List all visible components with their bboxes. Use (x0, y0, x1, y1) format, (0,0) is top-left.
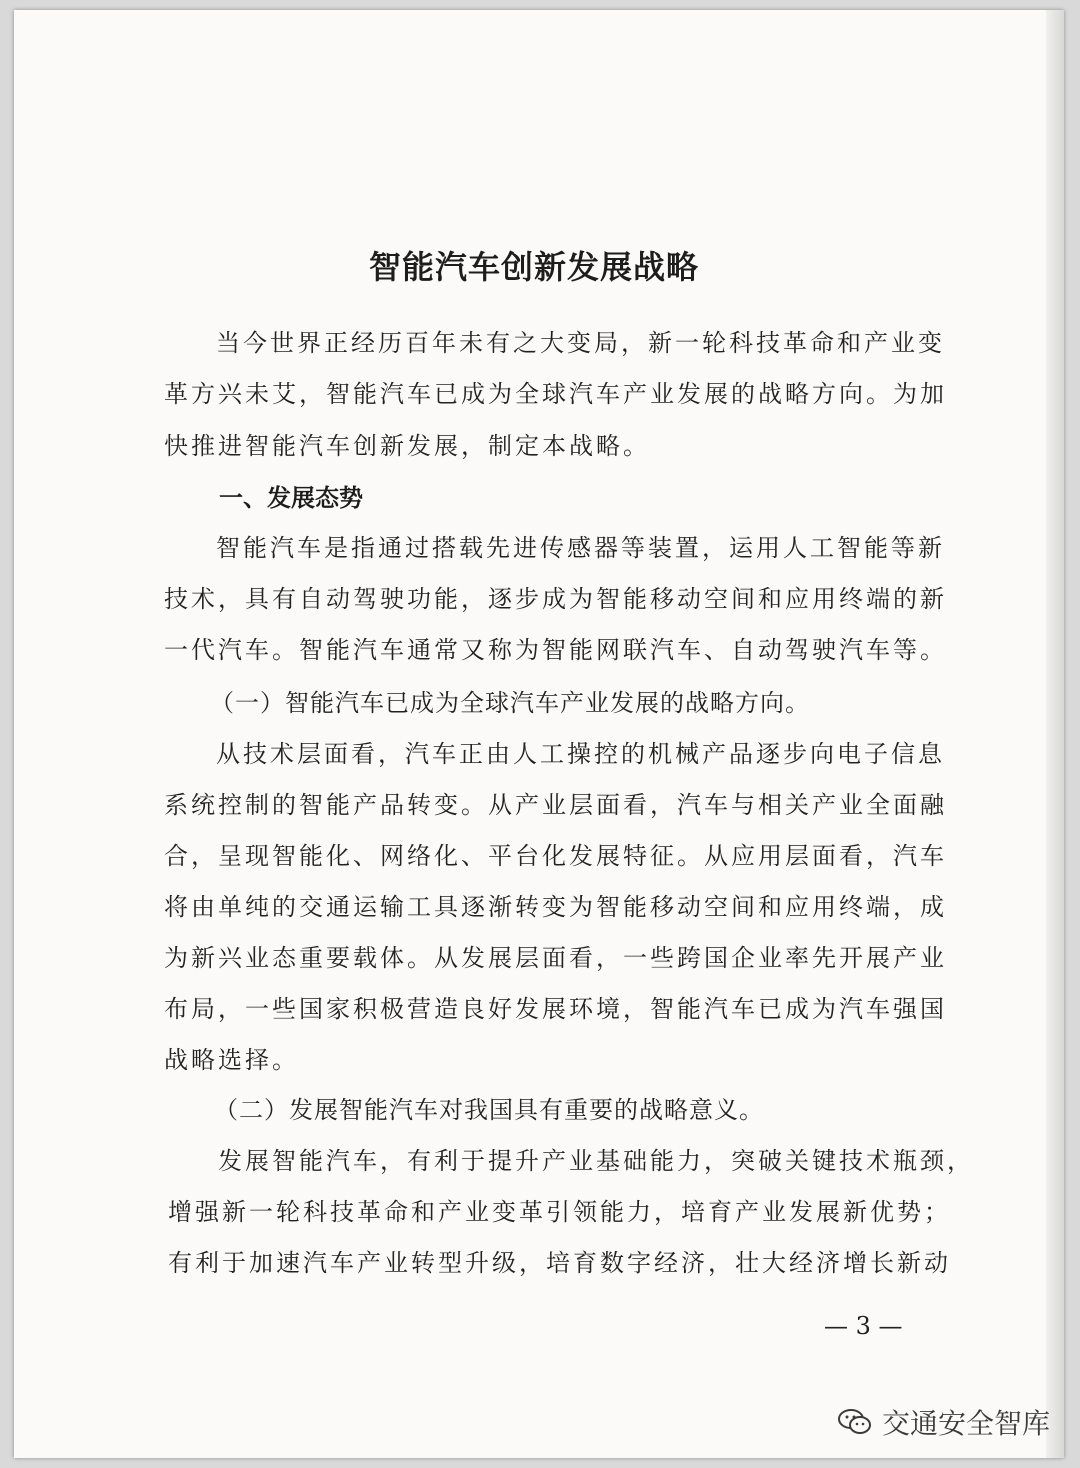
text-line: 从技术层面看，汽车正由人工操控的机械产品逐步向电子信息 (216, 740, 945, 768)
text-line: 智能汽车是指通过搭载先进传感器等装置，运用人工智能等新 (216, 534, 945, 562)
text-line: 增强新一轮科技革命和产业变革引领能力，培育产业发展新优势； (168, 1198, 951, 1226)
watermark-text: 交通安全智库 (882, 1407, 1051, 1440)
wechat-icon (838, 1408, 872, 1436)
document-page (14, 10, 1064, 1458)
text-line: 当今世界正经历百年未有之大变局，新一轮科技革命和产业变 (216, 329, 945, 357)
text-line: 将由单纯的交通运输工具逐渐转变为智能移动空间和应用终端，成 (164, 893, 947, 921)
text-line: 一代汽车。智能汽车通常又称为智能网联汽车、自动驾驶汽车等。 (164, 636, 947, 664)
subsection-heading: （一）智能汽车已成为全球汽车产业发展的战略方向。 (210, 689, 810, 717)
text-line: 有利于加速汽车产业转型升级，培育数字经济，壮大经济增长新动 (168, 1249, 951, 1277)
text-line: 为新兴业态重要载体。从发展层面看，一些跨国企业率先开展产业 (164, 944, 947, 972)
text-line: 发展智能汽车，有利于提升产业基础能力，突破关键技术瓶颈， (218, 1147, 974, 1175)
page-number: — 3 — (824, 1312, 903, 1340)
scan-edge (1046, 10, 1064, 1458)
text-line: 合，呈现智能化、网络化、平台化发展特征。从应用层面看，汽车 (164, 842, 947, 870)
section-heading: 一、发展态势 (219, 483, 363, 512)
page-title: 智能汽车创新发展战略 (368, 248, 699, 286)
subsection-heading: （二）发展智能汽车对我国具有重要的战略意义。 (214, 1096, 764, 1124)
watermark (838, 1402, 1050, 1442)
text-line: 快推进智能汽车创新发展，制定本战略。 (164, 432, 650, 460)
text-line: 革方兴未艾，智能汽车已成为全球汽车产业发展的战略方向。为加 (164, 380, 947, 408)
text-line: 系统控制的智能产品转变。从产业层面看，汽车与相关产业全面融 (164, 791, 947, 819)
text-line: 战略选择。 (164, 1046, 299, 1074)
text-line: 技术，具有自动驾驶功能，逐步成为智能移动空间和应用终端的新 (164, 585, 947, 613)
text-line: 布局，一些国家积极营造良好发展环境，智能汽车已成为汽车强国 (164, 995, 947, 1023)
